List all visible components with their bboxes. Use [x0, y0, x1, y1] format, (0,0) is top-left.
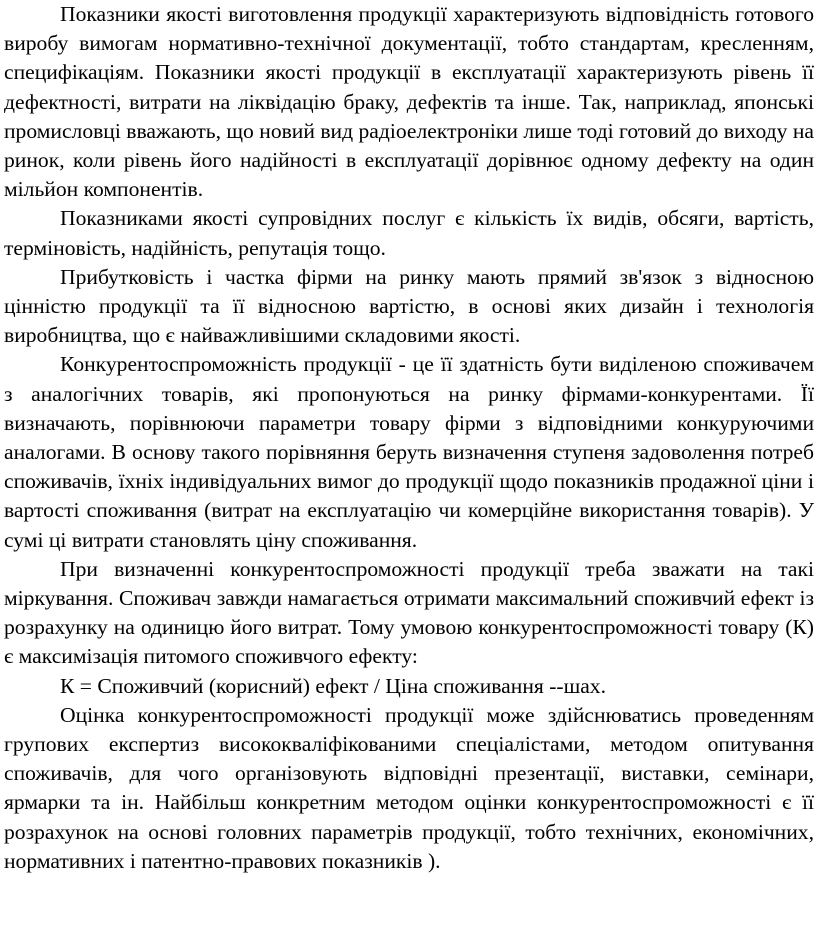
paragraph-service-quality: Показниками якості супровідних послуг є кількість їх видів, обсяги, вартість, терміновість, надійність, репутація тощо. — [4, 206, 814, 260]
paragraph-profitability: Прибутковість і частка фірми на ринку мають прямий зв'язок з відносною цінністю продукції та її відносною вартістю, в основі яких дизайн і технологія виробництва, що є найважливішими складовими якості. — [4, 264, 814, 348]
paragraph-assessment-methods: Оцінка конкурентоспроможності продукції може здійснюватись проведенням групових експертиз висококваліфікованими спеціалістами, методом опитування споживачів, для чого організовують відповідні презентації, виставки, семінари, ярмарки та ін. Найбільш конкретним методом оцінки конкурентоспроможності є її розрахунок на основі головних параметрів продукції, тобто технічних, економічних, нормативних і патентно-правових показників ). — [4, 702, 814, 873]
competitiveness-formula: К = Споживчий (корисний) ефект / Ціна споживання --шах. — [60, 673, 606, 698]
paragraph-competitiveness: Конкурентоспроможність продукції - це її здатність бути виділеною споживачем з аналогічних товарів, які пропонуються на ринку фірмами-конкурентами. Її визначають, порівнюючи параметри товару фірми з відповідними конкуруючими аналогами. В основу такого порівняння беруть визначення ступеня задоволення потреб споживачів, їхніх індивідуальних вимог до продукції щодо показників продажної ціни і вартості споживання (витрат на експлуатацію чи комерційне використання товарів). У сумі ці витрати становлять ціну споживання. — [4, 352, 814, 552]
paragraph-consumer-effect: При визначенні конкурентоспроможності продукції треба зважати на такі міркування. Споживач завжди намагається отримати максимальний споживчий ефект із розрахунку на одиницю його витрат. Тому умовою конкурентоспроможності товару (К) є максимізація питомого споживчого ефекту: — [4, 556, 814, 669]
paragraph-production-quality: Показники якості виготовлення продукції характеризують відповідність готового виробу вимогам нормативно-технічної документації, тобто стандартам, кресленням, специфікаціям. Показники якості продукції в експлуатації характеризують рівень її дефектності, витрати на ліквідацію браку, дефектів та інше. Так, наприклад, японські промисловці вважають, що новий вид радіоелектроніки лише тоді готовий до виходу на ринок, коли рівень його надійності в експлуатації дорівнює одному дефекту на один мільйон компонентів. — [4, 2, 814, 202]
